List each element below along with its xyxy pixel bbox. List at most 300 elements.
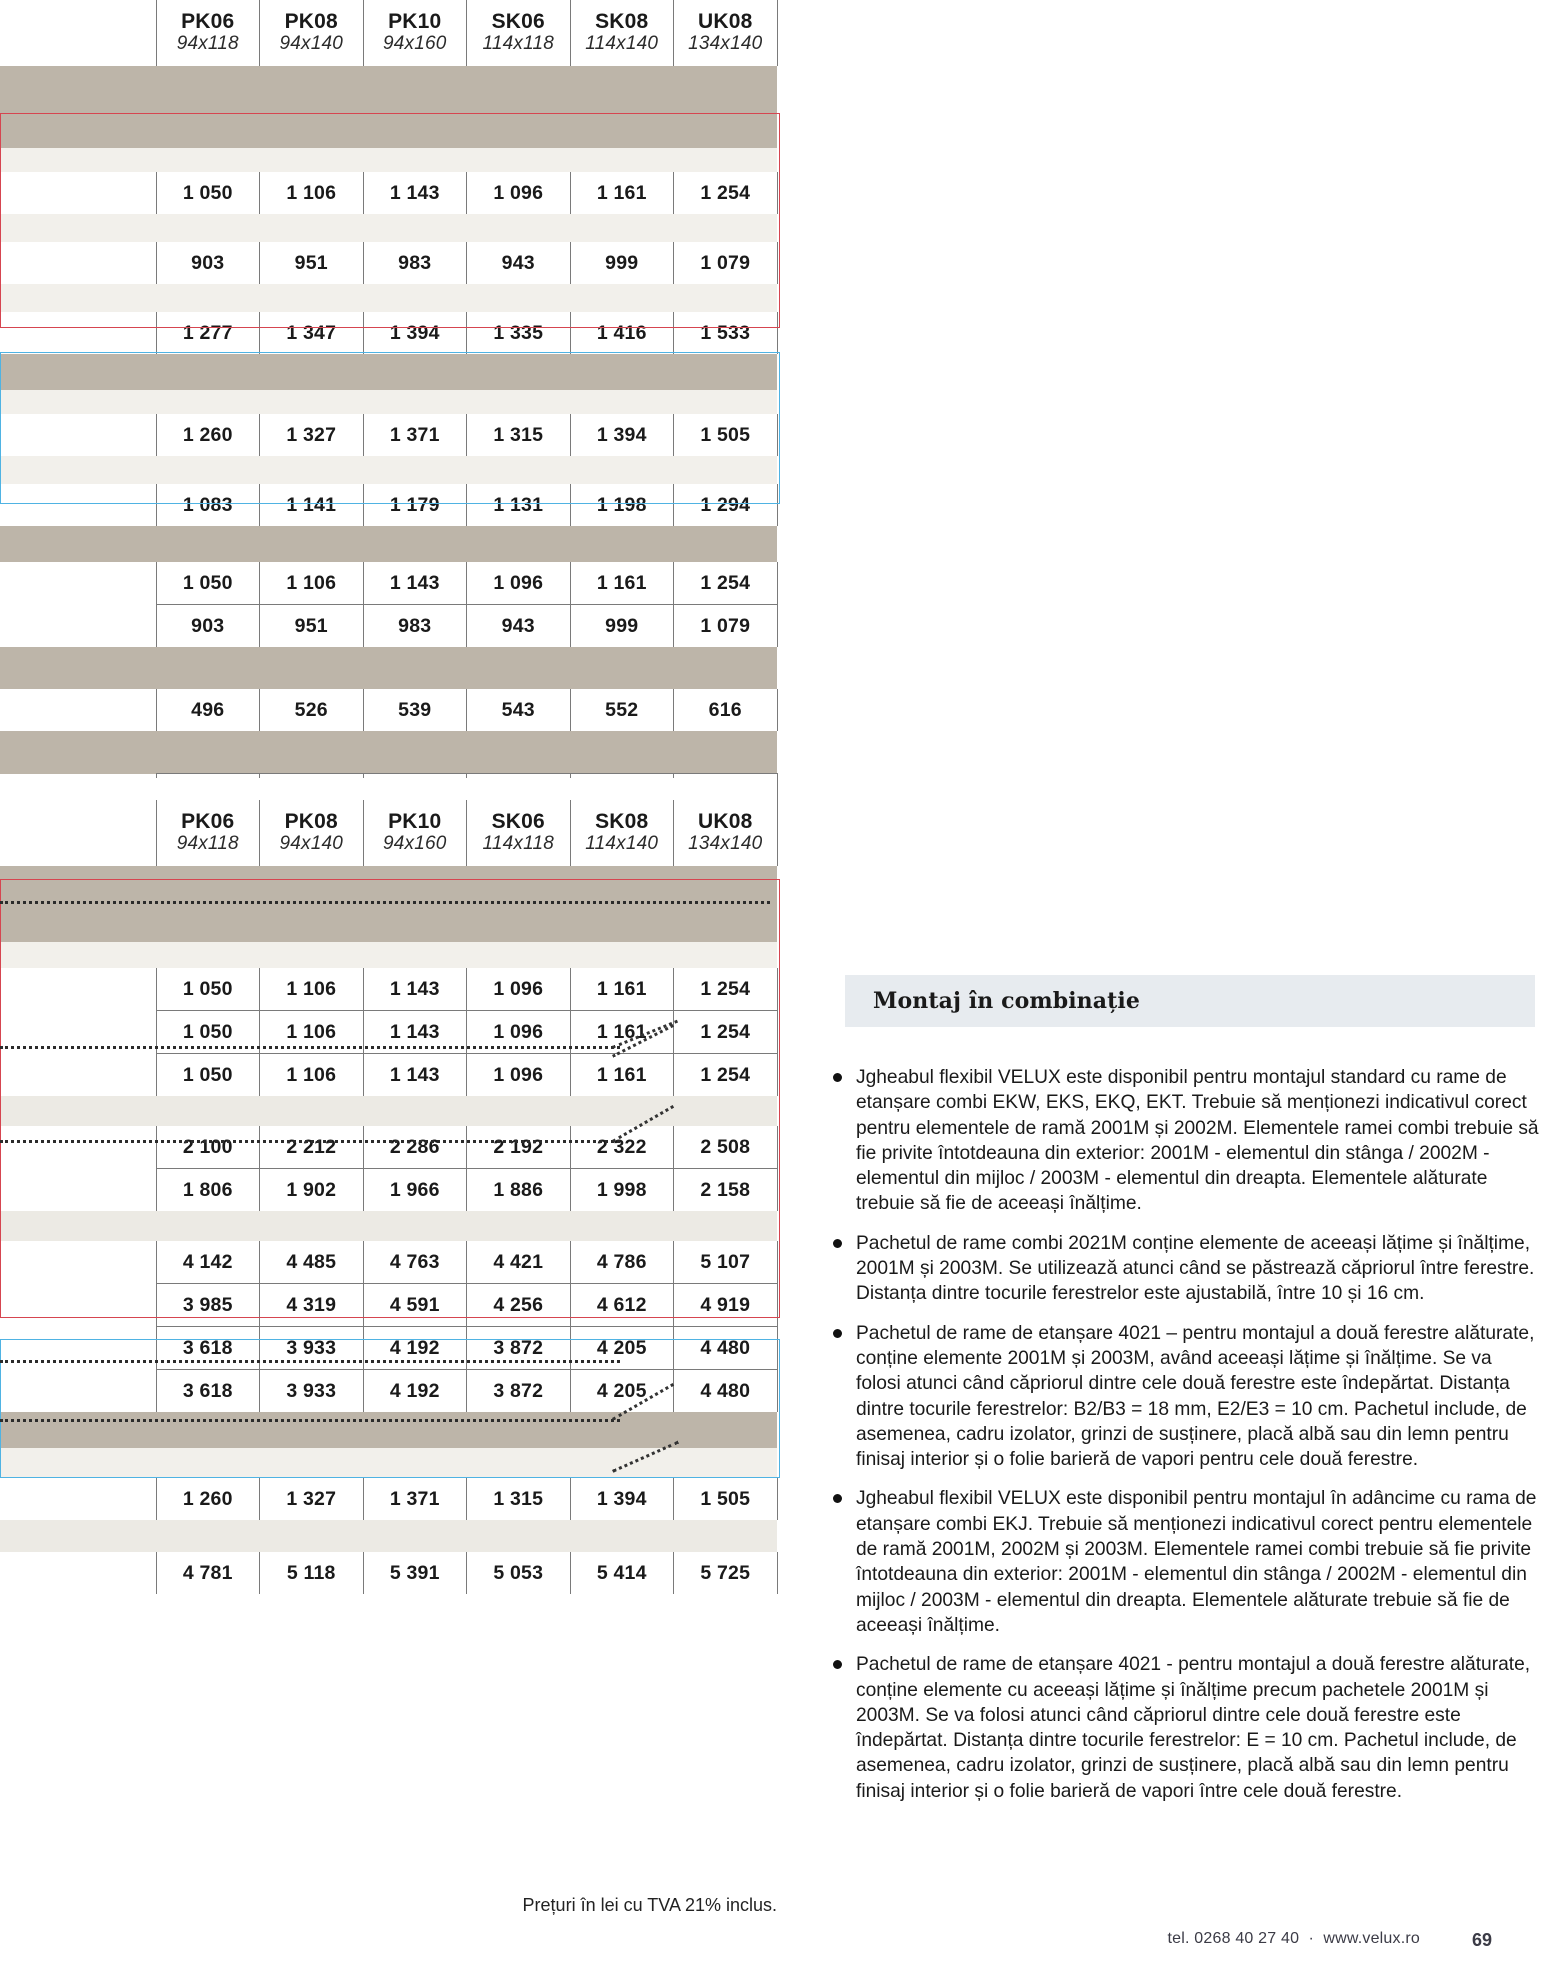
column-code: PK10 [388, 10, 442, 34]
spacer-cell [363, 1448, 467, 1478]
spacer-cell [674, 354, 778, 390]
price-cell: 1 143 [363, 1054, 467, 1097]
price-cell: 1 106 [260, 562, 364, 605]
spacer-cell [260, 1412, 364, 1448]
spacer-cell [0, 731, 156, 774]
price-cell: 1 096 [467, 562, 571, 605]
spacer-cell [467, 148, 571, 172]
row-label-cell [0, 312, 156, 354]
row-spacer [0, 778, 777, 800]
table-row [0, 312, 777, 354]
row-spacer [0, 112, 777, 148]
row-spacer [0, 214, 777, 242]
spacer-cell [467, 906, 571, 942]
price-cell: 4 192 [363, 1327, 467, 1370]
spacer-cell [674, 731, 778, 774]
panel-bullet [828, 1321, 1540, 1473]
footer-tel: tel. 0268 40 27 40 [1167, 1930, 1300, 1947]
spacer-cell [260, 214, 364, 242]
price-cell: 1 050 [156, 1054, 260, 1097]
spacer-cell [0, 526, 156, 562]
price-cell: 1 902 [260, 1169, 364, 1212]
table-row [0, 414, 777, 456]
footer-website: www.velux.ro [1323, 1930, 1420, 1947]
row-label-cell [0, 172, 156, 214]
price-cell: 1 096 [467, 1054, 571, 1097]
panel-title-text: Montaj în combinație [873, 988, 1140, 1014]
spacer-cell [260, 942, 364, 968]
price-cell: 1 277 [156, 312, 260, 354]
price-cell: 5 725 [674, 1552, 778, 1594]
spacer-cell [260, 1096, 364, 1126]
spacer-cell [156, 731, 260, 774]
spacer-cell [674, 1096, 778, 1126]
spacer-cell [674, 1448, 778, 1478]
table-row [0, 1169, 777, 1212]
spacer-cell [674, 906, 778, 942]
price-cell: 552 [570, 689, 674, 731]
row-spacer [0, 354, 777, 390]
price-cell: 999 [570, 605, 674, 648]
spacer-cell [363, 214, 467, 242]
table-row [0, 1478, 777, 1520]
spacer-cell [570, 112, 674, 148]
spacer-cell [570, 354, 674, 390]
price-cell: 3 872 [467, 1370, 571, 1413]
panel-bullet-text: Jgheabul flexibil VELUX este disponibil pentru montajul standard cu rame de etanșare combi EKW, EKS, EKQ, EKT. Trebuie să menționezi indicativul corect pentru elementele de ramă 2001M și 2002M. Elementele ramei combi trebuie să fie privite întotdeauna din exterior: 2001M - elementul din stânga / 2002M - elementul din mijloc / 2003M - elementul din dreapta. Elementele alăturate trebuie să fie de aceeași înălțime. [856, 1067, 1539, 1215]
spacer-cell [674, 456, 778, 484]
spacer-cell [0, 1096, 156, 1126]
spacer-cell [156, 112, 260, 148]
dotted-guide-5 [0, 1419, 620, 1422]
price-cell: 1 079 [674, 605, 778, 648]
price-cell: 1 096 [467, 172, 571, 214]
price-cell: 1 050 [156, 968, 260, 1011]
price-cell: 4 142 [156, 1241, 260, 1284]
table-row [0, 1241, 777, 1284]
bullet-dot-icon [833, 1329, 842, 1338]
price-cell: 1 294 [674, 484, 778, 526]
row-label-cell [0, 414, 156, 456]
spacer-cell [260, 354, 364, 390]
price-cell: 1 106 [260, 1054, 364, 1097]
column-dimension: 94x140 [279, 33, 344, 55]
spacer-cell [363, 390, 467, 414]
price-cell: 526 [260, 689, 364, 731]
spacer-cell [156, 390, 260, 414]
price-cell: 4 480 [674, 1327, 778, 1370]
column-dimension: 134x140 [688, 833, 763, 855]
spacer-cell [363, 866, 467, 906]
spacer-cell [156, 1211, 260, 1241]
spacer-cell [570, 214, 674, 242]
price-cell: 1 050 [156, 172, 260, 214]
price-cell: 1 050 [156, 1011, 260, 1054]
column-dimension: 94x140 [279, 833, 344, 855]
spacer-cell [260, 66, 364, 112]
price-cell: 5 107 [674, 1241, 778, 1284]
price-cell: 1 106 [260, 1011, 364, 1054]
price-cell: 3 933 [260, 1327, 364, 1370]
spacer-cell [260, 456, 364, 484]
spacer-cell [0, 778, 156, 800]
bullet-dot-icon [833, 1239, 842, 1248]
price-cell: 5 414 [570, 1552, 674, 1594]
row-label-cell [0, 562, 156, 605]
spacer-cell [156, 1448, 260, 1478]
spacer-cell [156, 456, 260, 484]
row-spacer [0, 284, 777, 312]
spacer-cell [0, 112, 156, 148]
price-cell: 2 192 [467, 1126, 571, 1169]
price-cell: 903 [156, 605, 260, 648]
row-spacer [0, 731, 777, 774]
spacer-cell [363, 354, 467, 390]
spacer-cell [363, 647, 467, 689]
spacer-cell [363, 778, 467, 800]
row-label-cell [0, 968, 156, 1011]
spacer-cell [0, 148, 156, 172]
price-cell: 1 254 [674, 172, 778, 214]
price-cell: 543 [467, 689, 571, 731]
price-cell: 4 781 [156, 1552, 260, 1594]
spacer-cell [570, 66, 674, 112]
price-cell: 5 118 [260, 1552, 364, 1594]
price-cell: 4 421 [467, 1241, 571, 1284]
spacer-cell [156, 778, 260, 800]
header-label-cell [0, 0, 156, 66]
dotted-guide-3 [0, 1140, 620, 1143]
column-dimension: 114x118 [482, 33, 554, 55]
spacer-cell [156, 1412, 260, 1448]
price-cell: 1 050 [156, 562, 260, 605]
spacer-cell [467, 66, 571, 112]
table-row [0, 172, 777, 214]
price-cell: 5 053 [467, 1552, 571, 1594]
spacer-cell [674, 942, 778, 968]
spacer-cell [260, 647, 364, 689]
price-cell: 1 198 [570, 484, 674, 526]
spacer-cell [467, 1448, 571, 1478]
price-cell: 1 079 [674, 242, 778, 284]
spacer-cell [156, 906, 260, 942]
spacer-cell [156, 148, 260, 172]
spacer-cell [363, 66, 467, 112]
spacer-cell [570, 942, 674, 968]
spacer-cell [674, 390, 778, 414]
bullet-dot-icon [833, 1494, 842, 1503]
spacer-cell [260, 526, 364, 562]
price-cell: 1 394 [570, 414, 674, 456]
spacer-cell [570, 390, 674, 414]
price-cell: 1 143 [363, 968, 467, 1011]
row-label-cell [0, 1169, 156, 1212]
row-spacer [0, 906, 777, 942]
row-spacer [0, 1448, 777, 1478]
spacer-cell [674, 66, 778, 112]
spacer-cell [467, 731, 571, 774]
price-cell: 903 [156, 242, 260, 284]
price-cell: 1 106 [260, 172, 364, 214]
spacer-cell [156, 647, 260, 689]
table-row [0, 1552, 777, 1594]
column-code: SK06 [491, 810, 545, 834]
price-cell: 1 143 [363, 172, 467, 214]
column-header-pk10 [363, 800, 467, 866]
price-cell: 4 319 [260, 1284, 364, 1327]
price-cell: 1 141 [260, 484, 364, 526]
price-cell: 2 100 [156, 1126, 260, 1169]
spacer-cell [363, 1211, 467, 1241]
price-cell: 943 [467, 242, 571, 284]
spacer-cell [467, 942, 571, 968]
spacer-cell [467, 390, 571, 414]
spacer-cell [260, 1211, 364, 1241]
row-label-cell [0, 1552, 156, 1594]
table-row [0, 1327, 777, 1370]
panel-bullet-text: Pachetul de rame combi 2021M conține elemente de aceeași lățime și înălțime, 2001M și 2003M. Se utilizează atunci când se păstrează căpriorul între ferestre. Distanța dintre tocurile ferestrelor este ajustabilă, între 10 și 16 cm. [856, 1232, 1535, 1305]
row-label-cell [0, 1327, 156, 1370]
spacer-cell [260, 284, 364, 312]
price-cell: 983 [363, 242, 467, 284]
row-spacer [0, 942, 777, 968]
spacer-cell [0, 866, 156, 906]
table-header-row [0, 0, 777, 66]
spacer-cell [0, 1412, 156, 1448]
spacer-cell [467, 214, 571, 242]
page-footer [0, 1930, 1550, 1970]
panel-bullet [828, 1231, 1540, 1307]
price-cell: 1 260 [156, 1478, 260, 1520]
price-cell: 3 872 [467, 1327, 571, 1370]
price-cell: 4 763 [363, 1241, 467, 1284]
spacer-cell [363, 112, 467, 148]
spacer-cell [0, 354, 156, 390]
price-cell: 1 505 [674, 414, 778, 456]
column-header-pk08 [260, 0, 364, 66]
table-row [0, 689, 777, 731]
spacer-cell [156, 866, 260, 906]
column-dimension: 94x160 [382, 833, 447, 855]
price-cell: 616 [674, 689, 778, 731]
price-cell: 4 485 [260, 1241, 364, 1284]
column-code: UK08 [698, 10, 753, 34]
dotted-guide-1 [0, 901, 770, 904]
spacer-cell [0, 942, 156, 968]
spacer-cell [570, 778, 674, 800]
spacer-cell [156, 1096, 260, 1126]
spacer-cell [570, 1096, 674, 1126]
price-cell: 1 335 [467, 312, 571, 354]
row-label-cell [0, 1284, 156, 1327]
price-cell: 983 [363, 605, 467, 648]
spacer-cell [363, 284, 467, 312]
spacer-cell [674, 526, 778, 562]
price-cell: 1 161 [570, 172, 674, 214]
price-note: Prețuri în lei cu TVA 21% inclus. [522, 1895, 777, 1915]
spacer-cell [570, 526, 674, 562]
row-spacer [0, 148, 777, 172]
table-row [0, 1284, 777, 1327]
table-row [0, 605, 777, 648]
table-header-row [0, 800, 777, 866]
spacer-cell [363, 1520, 467, 1552]
spacer-cell [363, 1412, 467, 1448]
footer-contact [1168, 1930, 1421, 1948]
price-cell: 1 966 [363, 1169, 467, 1212]
table-row [0, 1126, 777, 1169]
row-spacer [0, 866, 777, 906]
price-cell: 1 371 [363, 1478, 467, 1520]
price-cell: 4 205 [570, 1327, 674, 1370]
table-row [0, 968, 777, 1011]
spacer-cell [674, 284, 778, 312]
column-header-sk06 [467, 800, 571, 866]
column-code: UK08 [698, 810, 753, 834]
price-cell: 2 158 [674, 1169, 778, 1212]
table-row [0, 562, 777, 605]
price-cell: 943 [467, 605, 571, 648]
spacer-cell [0, 214, 156, 242]
price-cell: 1 161 [570, 1054, 674, 1097]
spacer-cell [156, 354, 260, 390]
spacer-cell [467, 456, 571, 484]
row-spacer [0, 390, 777, 414]
spacer-cell [467, 1412, 571, 1448]
spacer-cell [156, 66, 260, 112]
column-code: PK06 [181, 10, 235, 34]
price-cell: 1 315 [467, 1478, 571, 1520]
table-row [0, 242, 777, 284]
spacer-cell [674, 214, 778, 242]
spacer-cell [467, 1520, 571, 1552]
row-spacer [0, 1412, 777, 1448]
spacer-cell [0, 1448, 156, 1478]
price-cell: 2 508 [674, 1126, 778, 1169]
table-row [0, 484, 777, 526]
column-dimension: 114x118 [482, 833, 554, 855]
panel-bullet-text: Pachetul de rame de etanșare 4021 - pentru montajul a două ferestre alăturate, conține elemente cu aceeași lățime și înălțime precum pachetele 2001M și 2003M. Se va folosi atunci când căpriorul dintre cele două ferestre este îndepărtat. Distanța dintre tocurile ferestrelor: E = 10 cm. Pachetul include, de asemenea, cadru izolator, grinzi de susținere, placă albă sau din lemn pentru finisaj interior și o folie barieră de vapori între cele două ferestre. [856, 1654, 1531, 1802]
spacer-cell [674, 148, 778, 172]
row-label-cell [0, 1241, 156, 1284]
spacer-cell [467, 1096, 571, 1126]
price-cell: 1 315 [467, 414, 571, 456]
spacer-cell [260, 778, 364, 800]
price-cell: 496 [156, 689, 260, 731]
price-cell: 1 161 [570, 562, 674, 605]
panel-bullet-text: Jgheabul flexibil VELUX este disponibil pentru montajul în adâncime cu rama de etanșare combi EKJ. Trebuie să menționezi indicativul corect pentru elementele de ramă 2001M, 2002M și 2003M. Elementele ramei combi trebuie să fie privite întotdeauna din exterior: 2001M - elementul din stânga / 2002M - elementul din mijloc / 2003M - elementul din dreapta. Elementele alăturate trebuie să fie de aceeași înălțime. [856, 1488, 1537, 1636]
row-spacer [0, 1211, 777, 1241]
spacer-cell [674, 1412, 778, 1448]
dotted-guide-2 [0, 1046, 620, 1049]
price-cell: 1 161 [570, 1011, 674, 1054]
price-cell: 4 612 [570, 1284, 674, 1327]
row-label-cell [0, 605, 156, 648]
dotted-guide-4 [0, 1360, 620, 1363]
spacer-cell [570, 647, 674, 689]
spacer-cell [0, 906, 156, 942]
price-cell: 4 192 [363, 1370, 467, 1413]
spacer-cell [363, 526, 467, 562]
row-spacer [0, 456, 777, 484]
price-cell: 1 347 [260, 312, 364, 354]
column-dimension: 114x140 [585, 833, 659, 855]
price-cell: 1 505 [674, 1478, 778, 1520]
spacer-cell [570, 866, 674, 906]
panel-bullet [828, 1486, 1540, 1638]
price-cell: 1 106 [260, 968, 364, 1011]
row-label-cell [0, 1478, 156, 1520]
price-cell: 4 205 [570, 1370, 674, 1413]
price-cell: 3 985 [156, 1284, 260, 1327]
panel-header [845, 975, 1535, 1027]
price-cell: 1 143 [363, 562, 467, 605]
price-cell: 1 083 [156, 484, 260, 526]
spacer-cell [570, 148, 674, 172]
row-label-cell [0, 484, 156, 526]
column-code: PK08 [284, 10, 338, 34]
price-cell: 1 886 [467, 1169, 571, 1212]
price-cell: 3 618 [156, 1327, 260, 1370]
spacer-cell [467, 1211, 571, 1241]
column-header-pk06 [156, 0, 260, 66]
price-cell: 1 096 [467, 1011, 571, 1054]
row-label-cell [0, 242, 156, 284]
column-header-sk08 [570, 0, 674, 66]
row-spacer [0, 647, 777, 689]
price-cell: 1 327 [260, 414, 364, 456]
spacer-cell [0, 66, 156, 112]
spacer-cell [156, 1520, 260, 1552]
panel-bullet-text: Pachetul de rame de etanșare 4021 – pentru montajul a două ferestre alăturate, conține elemente 2001M și 2003M, având aceeași lățime și înălțime. Se va folosi atunci când căpriorul dintre cele două ferestre este îndepărtat. Distanța dintre tocurile ferestrelor: B2/B3 = 18 mm, E2/E3 = 10 cm. Pachetul include, de asemenea, cadru izolator, grinzi de susținere, placă albă sau din lemn pentru finisaj interior și o folie barieră de vapori pentru cele două ferestre. [856, 1322, 1535, 1471]
row-label-cell [0, 689, 156, 731]
row-label-cell [0, 1054, 156, 1097]
spacer-cell [674, 1211, 778, 1241]
price-cell: 2 212 [260, 1126, 364, 1169]
page-number: 69 [1471, 1930, 1492, 1950]
price-cell: 1 254 [674, 968, 778, 1011]
price-cell: 4 256 [467, 1284, 571, 1327]
column-code: SK08 [595, 810, 649, 834]
column-code: SK08 [595, 10, 649, 34]
price-cell: 1 254 [674, 1011, 778, 1054]
column-code: PK06 [181, 810, 235, 834]
bullet-dot-icon [833, 1073, 842, 1082]
spacer-cell [260, 148, 364, 172]
price-cell: 539 [363, 689, 467, 731]
price-cell: 1 096 [467, 968, 571, 1011]
spacer-cell [570, 1412, 674, 1448]
spacer-cell [363, 148, 467, 172]
spacer-cell [260, 731, 364, 774]
price-cell: 1 327 [260, 1478, 364, 1520]
footer-separator: · [1308, 1930, 1315, 1947]
price-cell: 1 371 [363, 414, 467, 456]
spacer-cell [156, 526, 260, 562]
spacer-cell [260, 390, 364, 414]
price-cell: 1 254 [674, 1054, 778, 1097]
price-cell: 999 [570, 242, 674, 284]
column-header-sk08 [570, 800, 674, 866]
spacer-cell [570, 284, 674, 312]
spacer-cell [0, 284, 156, 312]
price-cell: 3 933 [260, 1370, 364, 1413]
spacer-cell [674, 1520, 778, 1552]
price-cell: 1 254 [674, 562, 778, 605]
price-cell: 4 919 [674, 1284, 778, 1327]
spacer-cell [674, 778, 778, 800]
spacer-cell [0, 1520, 156, 1552]
